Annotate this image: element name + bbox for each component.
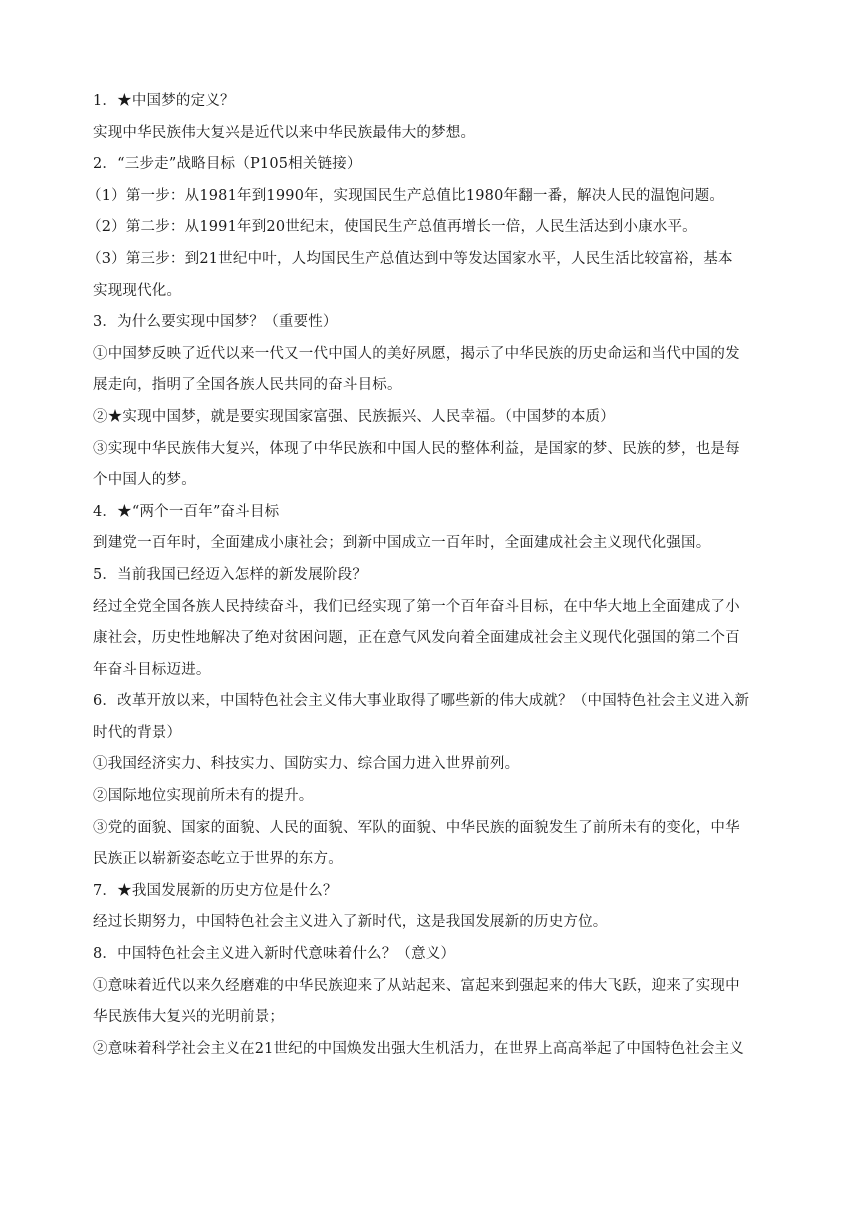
question-6-heading-continued: 时代的背景） [93, 724, 182, 741]
question-7-heading: 7．★我国发展新的历史方位是什么？ [93, 882, 338, 899]
question-3-heading: 3．为什么要实现中国梦？（重要性） [93, 314, 338, 331]
answer-1-text: 实现中华民族伟大复兴是近代以来中华民族最伟大的梦想。 [93, 124, 476, 141]
answer-7-text: 经过长期努力，中国特色社会主义进入了新时代，这是我国发展新的历史方位。 [93, 914, 608, 931]
answer-3-point-1-continued: 展走向，指明了全国各族人民共同的奋斗目标。 [93, 377, 402, 394]
step-3-text-continued: 实现现代化。 [93, 282, 182, 299]
answer-6-point-2: ②国际地位实现前所未有的提升。 [93, 788, 314, 805]
answer-4-text: 到建党一百年时，全面建成小康社会；到新中国成立一百年时，全面建成社会主义现代化强国。 [93, 535, 711, 552]
answer-6-point-1: ①我国经济实力、科技实力、国防实力、综合国力进入世界前列。 [93, 756, 520, 773]
answer-6-point-3-continued: 民族正以崭新姿态屹立于世界的东方。 [93, 851, 343, 868]
step-3-text: （3）第三步：到21世纪中叶，人均国民生产总值达到中等发达国家水平，人民生活比较富裕，基本 [87, 250, 733, 267]
question-8-heading: 8．中国特色社会主义进入新时代意味着什么？（意义） [93, 946, 456, 963]
question-1-heading: 1．★中国梦的定义？ [93, 93, 235, 109]
answer-5-text: 经过全党全国各族人民持续奋斗，我们已经实现了第一个百年奋斗目标，在中华大地上全面建成了小 [93, 598, 740, 615]
answer-6-point-3: ③党的面貌、国家的面貌、人民的面貌、军队的面貌、中华民族的面貌发生了前所未有的变化，中华 [93, 819, 740, 836]
question-5-heading: 5．当前我国已经迈入怎样的新发展阶段？ [93, 566, 368, 583]
question-2-heading: 2．“三步走”战略目标（P105相关链接） [93, 156, 362, 173]
document-body [87, 86, 773, 1065]
step-1-text: （1）第一步：从1981年到1990年，实现国民生产总值比1980年翻一番，解决人民的温饱问题。 [87, 187, 725, 204]
answer-3-point-1: ①中国梦反映了近代以来一代又一代中国人的美好夙愿，揭示了中华民族的历史命运和当代中国的发 [93, 345, 740, 362]
question-6-heading: 6．改革开放以来，中国特色社会主义伟大事业取得了哪些新的伟大成就？（中国特色社会主义进入新 [93, 693, 750, 710]
answer-3-point-3: ③实现中华民族伟大复兴，体现了中华民族和中国人民的整体利益，是国家的梦、民族的梦，也是每 [93, 440, 740, 457]
answer-8-point-2: ②意味着科学社会主义在21世纪的中国焕发出强大生机活力，在世界上高高举起了中国特色社会主义 [93, 1040, 744, 1057]
answer-5-text-continued: 康社会，历史性地解决了绝对贫困问题，正在意气风发向着全面建成社会主义现代化强国的第二个百 [93, 630, 740, 647]
answer-8-point-1: ①意味着近代以来久经磨难的中华民族迎来了从站起来、富起来到强起来的伟大飞跃，迎来了实现中 [93, 977, 740, 994]
answer-5-text-end: 年奋斗目标迈进。 [93, 661, 211, 678]
answer-3-point-2: ②★实现中国梦，就是要实现国家富强、民族振兴、人民幸福。（中国梦的本质） [93, 408, 615, 425]
question-4-heading: 4．★“两个一百年”奋斗目标 [93, 503, 280, 520]
step-2-text: （2）第二步：从1991年到20世纪末，使国民生产总值再增长一倍，人民生活达到小康水平。 [87, 219, 697, 236]
answer-8-point-1-continued: 华民族伟大复兴的光明前景； [93, 1009, 285, 1026]
answer-3-point-3-continued: 个中国人的梦。 [93, 472, 196, 489]
